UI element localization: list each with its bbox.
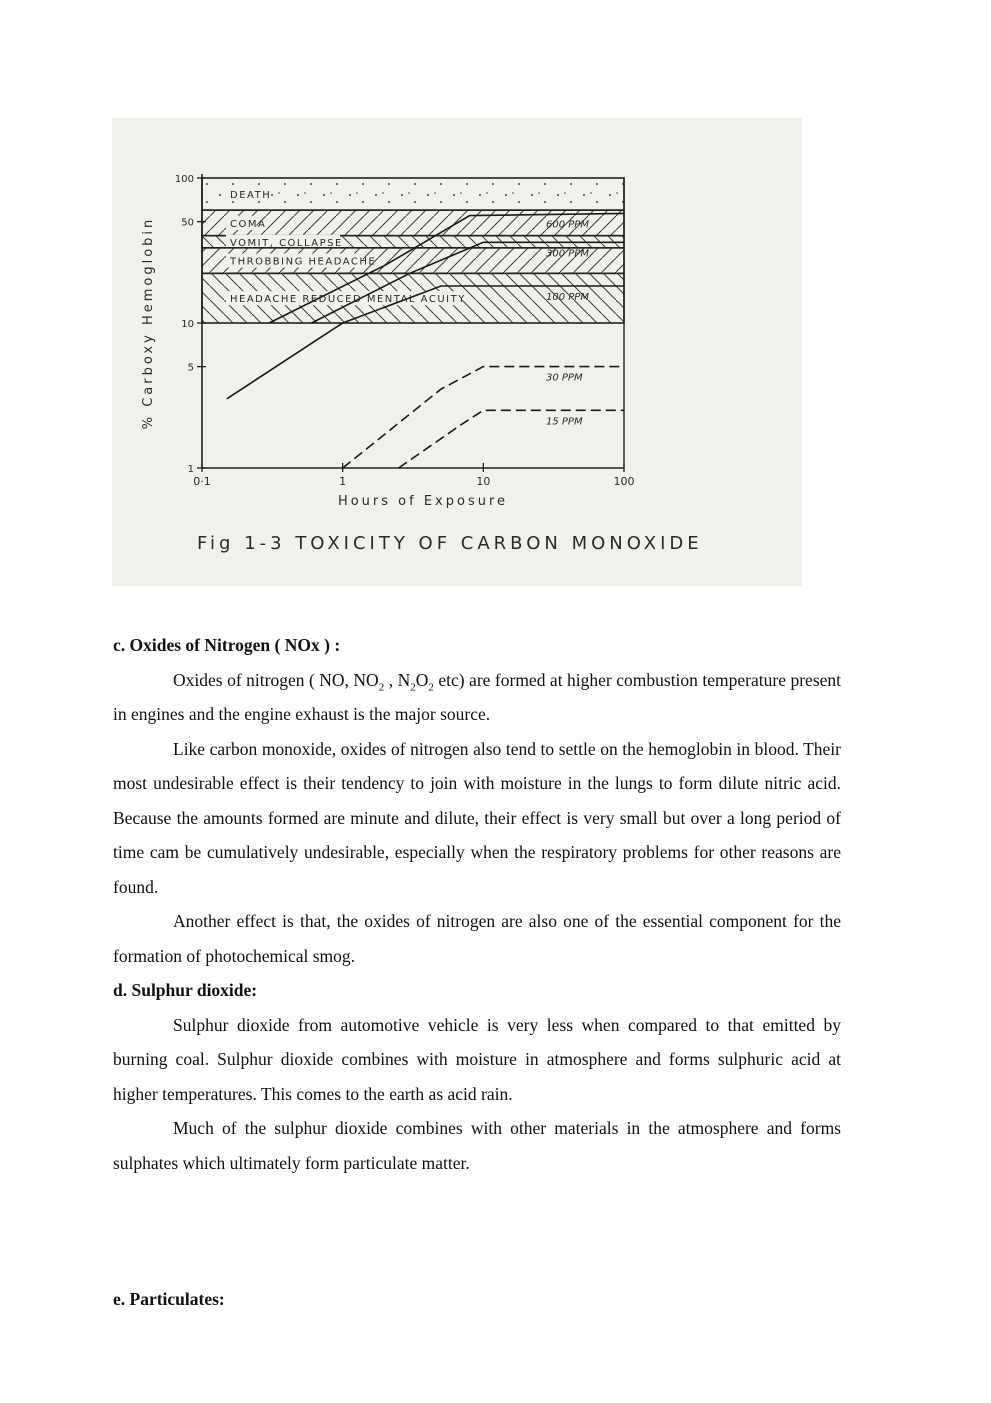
nox-p1-part-b: , N: [384, 669, 411, 690]
y-tick-label-1: 5: [187, 362, 194, 374]
band-label-2: VOMIT, COLLAPSE: [230, 237, 343, 249]
y-tick-label-0: 1: [187, 464, 194, 475]
y-tick-label-3: 50: [181, 217, 194, 229]
nox-p1-sub3: 2: [428, 681, 434, 693]
band-label-0: DEATH: [230, 190, 272, 202]
nox-p1-part-d: etc) are formed at higher combustion temperature present in engines and the engine exhaust is the major source.: [113, 669, 842, 724]
series-label-1: 300 PPM: [546, 248, 589, 260]
heading-nox: c. Oxides of Nitrogen ( NOx ) :: [113, 635, 341, 655]
y-tick-label-4: 100: [174, 174, 194, 185]
paragraph-nox-2: Like carbon monoxide, oxides of nitrogen also tend to settle on the hemoglobin in blood. Their most undesirable effect is their tendency to join with moisture in the lungs to form dilute nitric acid. Because the amounts formed are minute and dilute, their effect is very small but over a long period of time cam be cumulatively undesirable, especially when the respiratory problems for other reasons are found.: [113, 738, 841, 897]
band-label-4: HEADACHE REDUCED MENTAL ACUITY: [230, 294, 466, 306]
paragraph-so2-2: Much of the sulphur dioxide combines with other materials in the atmosphere and forms sulphates which ultimately form particulate matter.: [113, 1118, 841, 1173]
paragraph-so2-1: Sulphur dioxide from automotive vehicle is very less when compared to that emitted by burning coal. Sulphur dioxide combines with moisture in atmosphere and forms sulphuric acid at higher temperatures. This comes to the earth as acid rain.: [113, 1014, 841, 1104]
heading-particulates: e. Particulates:: [113, 1289, 225, 1309]
paragraph-nox-3: Another effect is that, the oxides of nitrogen are also one of the essential component for the formation of photochemical smog.: [113, 911, 841, 966]
series-label-0: 600 PPM: [546, 219, 589, 231]
figure-caption: Fig 1-3 TOXICITY OF CARBON MONOXIDE: [197, 533, 703, 554]
band-label-1: COMA: [230, 218, 267, 230]
y-tick-label-2: 10: [181, 319, 194, 330]
body-text: [113, 628, 841, 1317]
y-axis-label: % Carboxy Hemoglobin: [141, 216, 156, 430]
co-toxicity-figure: [112, 118, 802, 586]
nox-p1-sub1: 2: [378, 681, 385, 693]
series-line-4: [399, 410, 624, 468]
nox-p1-sub2: 2: [410, 681, 416, 693]
series-label-3: 30 PPM: [546, 372, 583, 384]
nox-p1-part-c: O: [415, 669, 429, 690]
nox-p1-part-a: Oxides of nitrogen ( NO, NO: [173, 669, 379, 690]
series-label-4: 15 PPM: [546, 416, 583, 428]
series-label-2: 100 PPM: [546, 291, 589, 303]
x-tick-label-2: 10: [476, 475, 491, 488]
x-tick-label-3: 100: [613, 475, 635, 488]
paragraph-nox-1: [113, 663, 841, 732]
x-axis-label: Hours of Exposure: [337, 494, 509, 509]
x-tick-label-0: 0·1: [193, 475, 211, 488]
band-label-3: THROBBING HEADACHE: [230, 256, 377, 268]
heading-sulphur-dioxide: d. Sulphur dioxide:: [113, 980, 258, 1000]
co-toxicity-chart: [112, 118, 802, 586]
x-tick-label-1: 1: [339, 475, 347, 488]
